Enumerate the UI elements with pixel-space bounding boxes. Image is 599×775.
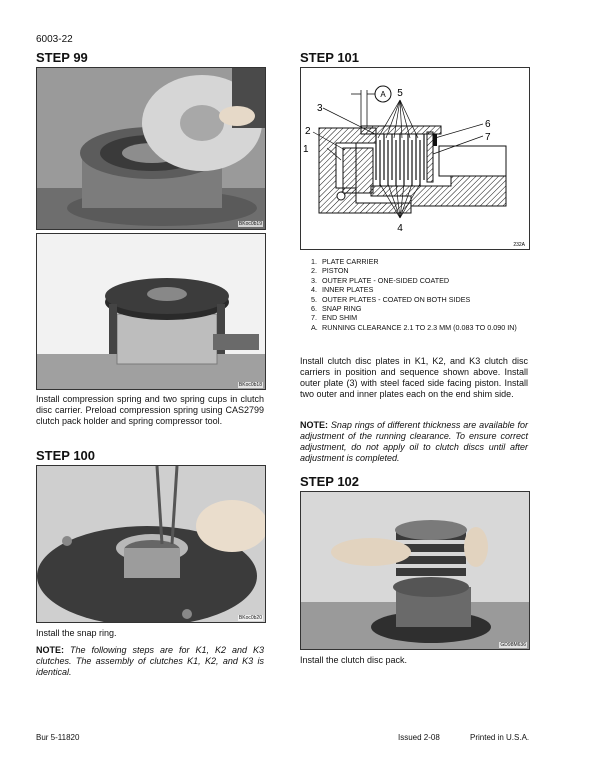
- diagram-code: 232A: [513, 242, 525, 248]
- callout-2: 2: [305, 126, 311, 137]
- legend-item: 3. OUTER PLATE - ONE-SIDED COATED: [311, 275, 450, 285]
- page-number: 6003-22: [36, 34, 73, 45]
- photo-code: BKoc0b18: [238, 382, 262, 388]
- step-99-text: Install compression spring and two spring cups in clutch disc carrier. Preload compression spring using CAS2799 clutch pack holder and spring compressor tool.: [36, 394, 264, 426]
- legend-item: 1. PLATE CARRIER: [311, 257, 379, 266]
- photo-code: BKoc0b20: [238, 615, 262, 621]
- photo-code: GD98M636: [500, 642, 526, 648]
- callout-a: A: [380, 90, 386, 99]
- doc-number: Bur 5-11820: [36, 733, 80, 742]
- step-101-title: STEP 101: [300, 50, 360, 65]
- legend-item: A. RUNNING CLEARANCE 2.1 TO 2.3 MM (0.083 TO 0.090 IN): [311, 322, 517, 332]
- step-99-title: STEP 99: [36, 50, 88, 65]
- step-102-title: STEP 102: [300, 474, 360, 489]
- callout-1: 1: [303, 144, 309, 155]
- clutch-section-diagram: [300, 67, 530, 250]
- step-99-photo-1: [36, 67, 266, 230]
- diagram-legend: [311, 257, 529, 332]
- callout-6: 6: [485, 119, 491, 130]
- step-100-text: Install the snap ring.: [36, 628, 117, 638]
- step-100-title: STEP 100: [36, 448, 96, 463]
- step-101-note: [300, 420, 528, 464]
- step-99-photo-2: [36, 233, 266, 390]
- note-label: NOTE:: [300, 420, 328, 430]
- note-label: NOTE:: [36, 645, 64, 655]
- step-100-note: [36, 645, 264, 678]
- callout-3: 3: [317, 103, 323, 114]
- step-101-text: Install clutch disc plates in K1, K2, and K3 clutch disc carriers in position and sequence shown above. Install outer plate (3) with steel faced side facing piston. Install two outer and inner plates each on the end shim side.: [300, 356, 528, 399]
- note-text: The following steps are for K1, K2 and K3 clutches. The assembly of clutches K1, K2, and K3 is identical.: [36, 645, 264, 677]
- photo-code: BKoc0b19: [238, 221, 262, 227]
- step-102-photo: [300, 491, 530, 650]
- callout-5: 5: [397, 88, 403, 99]
- step-100-photo: [36, 465, 266, 623]
- legend-item: 2. PISTON: [311, 266, 349, 276]
- printed-in: Printed in U.S.A.: [470, 733, 530, 742]
- callout-4: 4: [397, 223, 403, 234]
- issued-date: Issued 2-08: [398, 733, 440, 742]
- callout-7: 7: [485, 132, 491, 143]
- legend-item: 7. END SHIM: [311, 313, 358, 323]
- legend-item: 4. INNER PLATES: [311, 285, 374, 295]
- legend-item: 6. SNAP RING: [311, 304, 362, 314]
- step-102-text: Install the clutch disc pack.: [300, 655, 408, 665]
- note-text: Snap rings of different thickness are available for adjustment of the running clearance. To ensure correct adjustment, do not apply oil to clutch discs until after adjustment is completed.: [300, 420, 528, 463]
- legend-item: 5. OUTER PLATES - COATED ON BOTH SIDES: [311, 294, 471, 304]
